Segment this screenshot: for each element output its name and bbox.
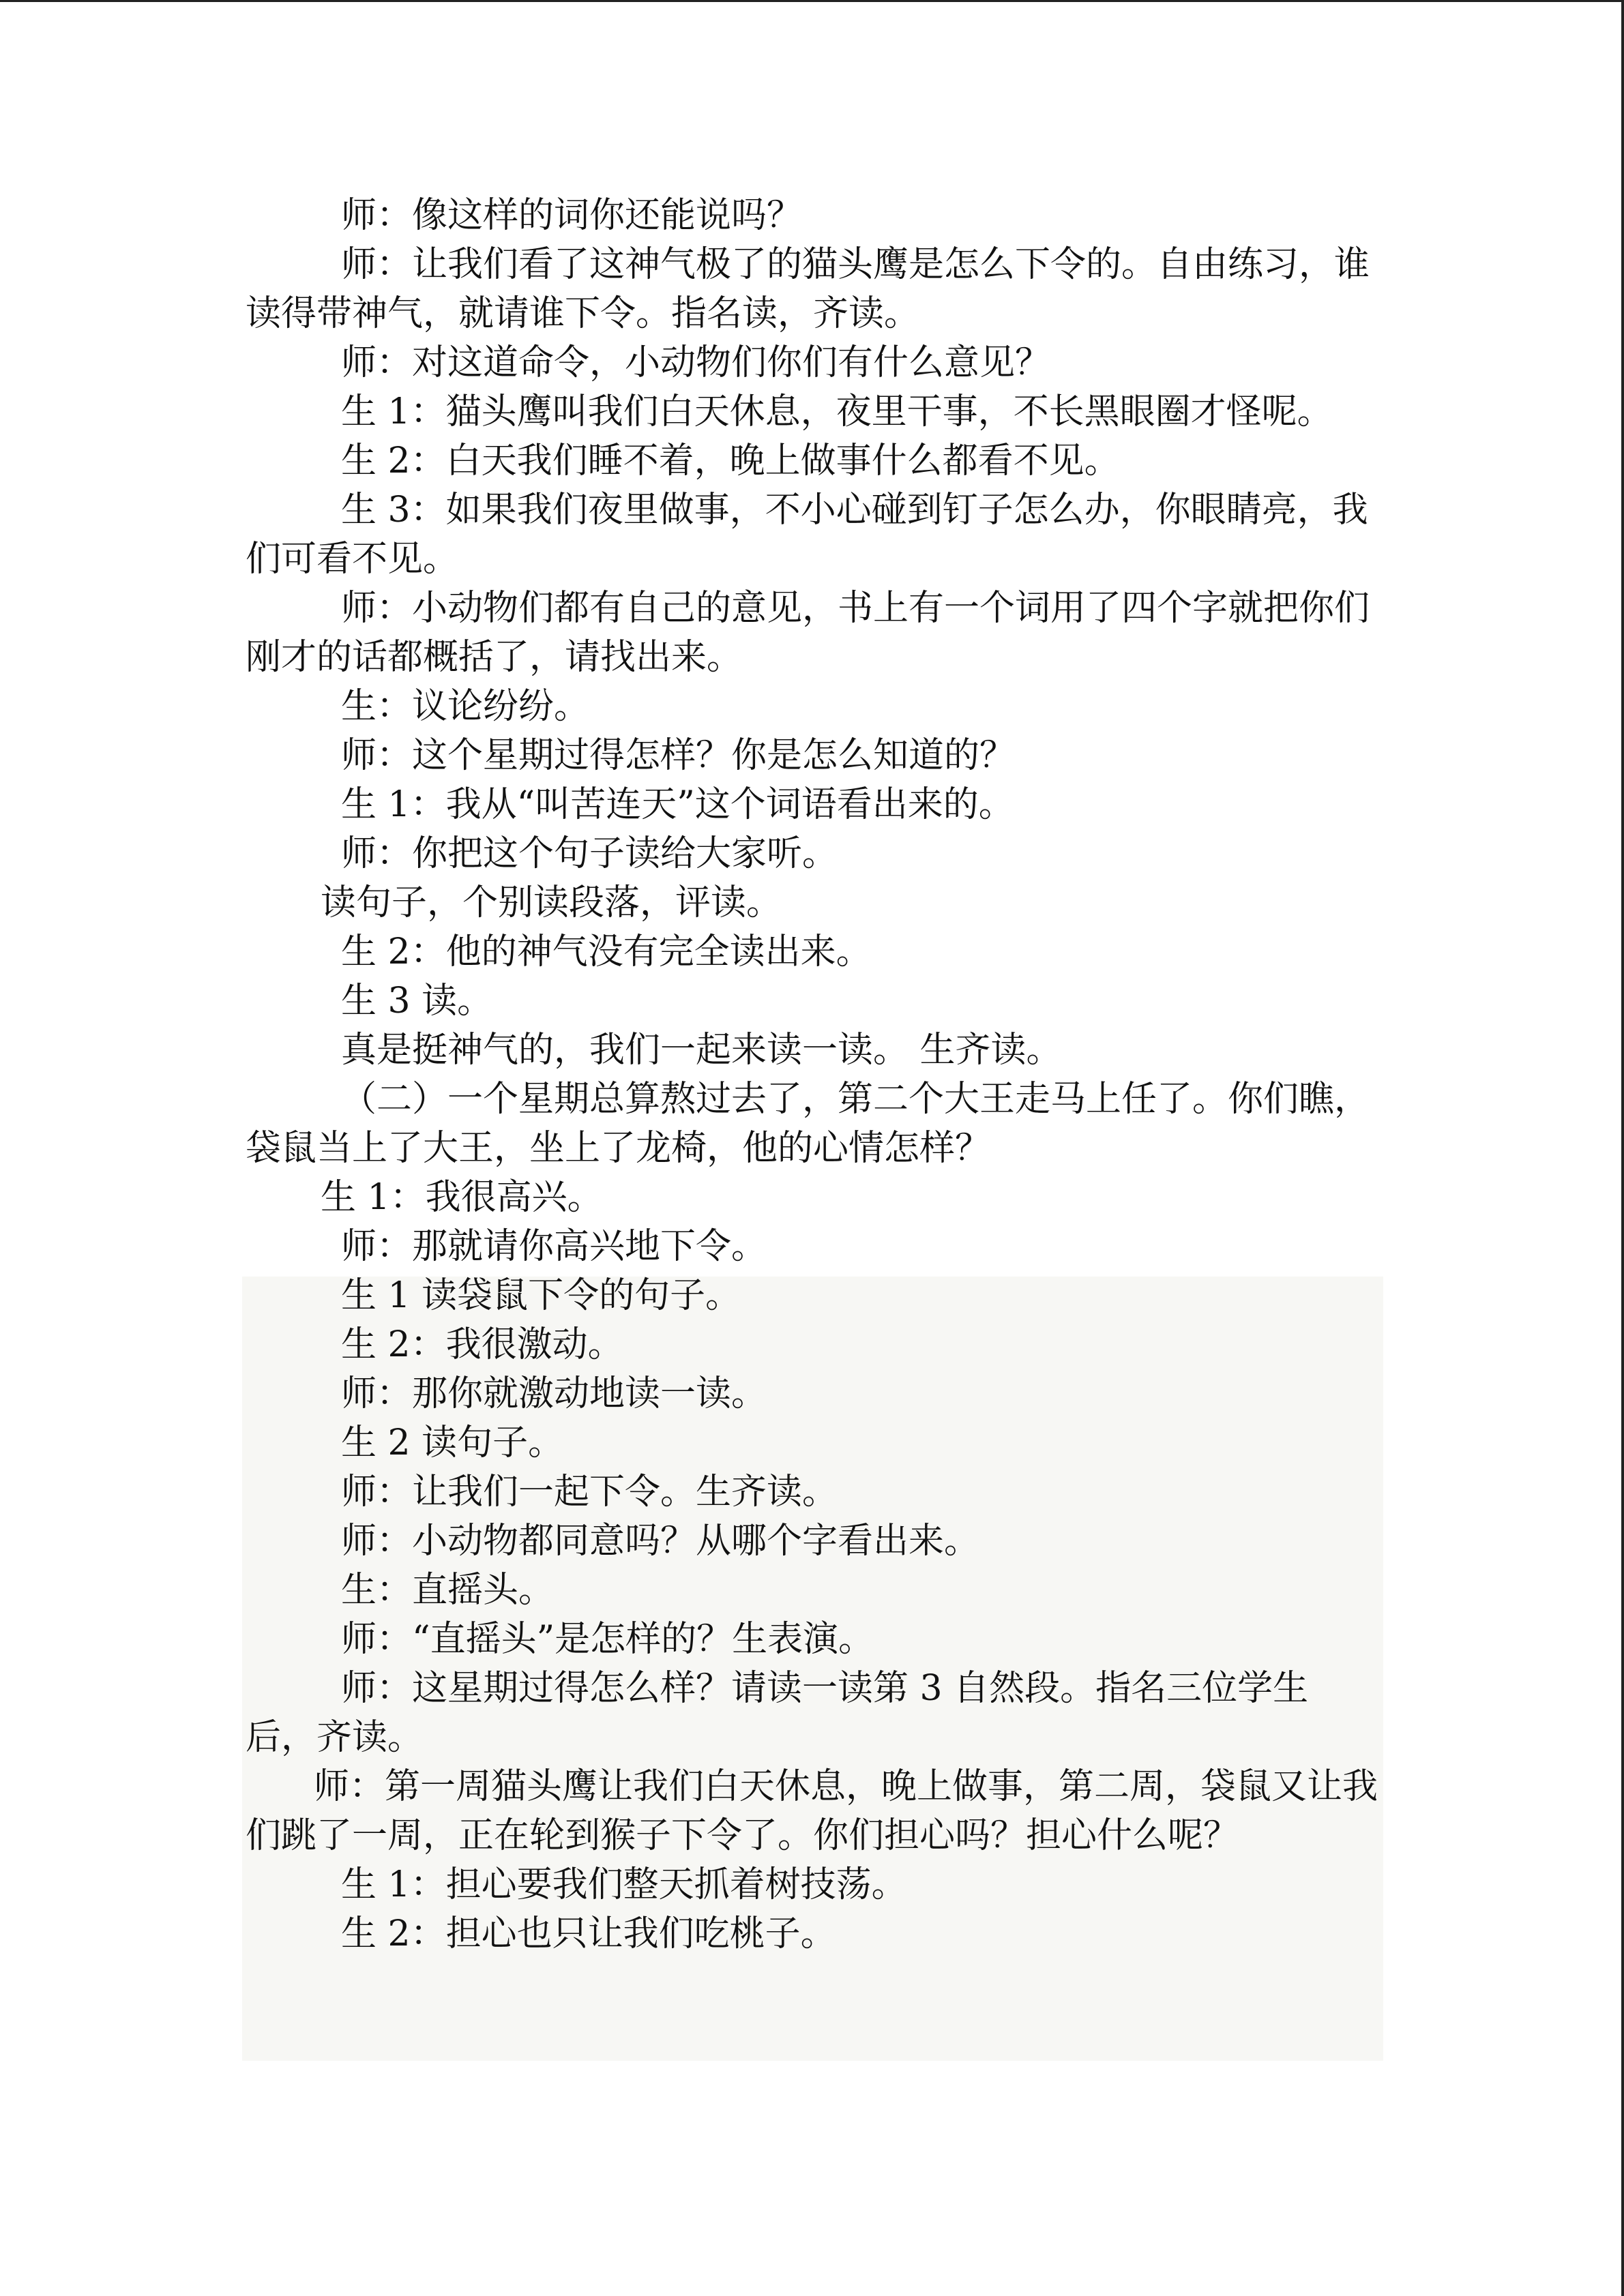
- paragraph: 生 2：担心也只让我们吃桃子。: [341, 1913, 836, 1954]
- page-border-right: [1621, 0, 1624, 2296]
- paragraph: 生 2 读句子。: [341, 1422, 564, 1463]
- paragraph: 师：让我们一起下令。生齐读。: [341, 1472, 838, 1512]
- paragraph: 生 2：他的神气没有完全读出来。: [341, 931, 872, 972]
- body-text: [246, 191, 1378, 1958]
- paragraph: 生 2：我很激动。: [341, 1324, 623, 1365]
- paragraph: 生 1：担心要我们整天抓着树技荡。: [341, 1864, 907, 1905]
- paragraph: 师：“直摇头”是怎样的？生表演。: [341, 1619, 874, 1660]
- paragraph: 师：小动物都同意吗？从哪个字看出来。: [341, 1521, 980, 1562]
- paragraph: 师：你把这个句子读给大家听。: [341, 833, 838, 874]
- paragraph: （二）一个星期总算熬过去了，第二个大王走马上任了。你们瞧，袋鼠当上了大王，坐上了龙椅，他的心情怎样？: [246, 1079, 1370, 1169]
- paragraph: 师：这星期过得怎么样？请读一读第 3 自然段。指名三位学生后，齐读。: [246, 1668, 1309, 1758]
- paragraph: 读句子，个别读段落，评读。: [321, 882, 782, 923]
- paragraph: 师：对这道命令，小动物们你们有什么意见？: [341, 342, 1051, 383]
- paragraph: 师：让我们看了这神气极了的猫头鹰是怎么下令的。自由练习，谁读得带神气，就请谁下令。指名读，齐读。: [246, 244, 1370, 334]
- paragraph: 师：那就请你高兴地下令。: [341, 1226, 767, 1267]
- paragraph: 生 1：我很高兴。: [321, 1177, 603, 1218]
- page-border-top: [0, 0, 1624, 2]
- paragraph: 真是挺神气的，我们一起来读一读。 生齐读。: [341, 1030, 1062, 1071]
- paragraph: 师：像这样的词你还能说吗？: [341, 195, 803, 236]
- paragraph: 师：小动物们都有自己的意见，书上有一个词用了四个字就把你们刚才的话都概括了，请找出来。: [246, 588, 1370, 678]
- paragraph: 生 1：猫头鹰叫我们白天休息，夜里干事，不长黑眼圈才怪呢。: [341, 391, 1333, 432]
- paragraph: 生 1：我从“叫苦连天”这个词语看出来的。: [341, 784, 1014, 825]
- paragraph: 生 2：白天我们睡不着，晚上做事什么都看不见。: [341, 441, 1120, 481]
- paragraph: 师：第一周猫头鹰让我们白天休息，晚上做事，第二周，袋鼠又让我们跳了一周，正在轮到猴子下令了。你们担心吗？担心什么呢？: [246, 1766, 1378, 1856]
- paragraph: 生 3：如果我们夜里做事，不小心碰到钉子怎么办，你眼睛亮，我们可看不见。: [246, 490, 1368, 580]
- paragraph: 师：那你就激动地读一读。: [341, 1373, 767, 1414]
- paragraph: 生 3 读。: [341, 981, 493, 1022]
- paragraph: 师：这个星期过得怎样？你是怎么知道的？: [341, 735, 1016, 776]
- paragraph: 生：直摇头。: [341, 1570, 555, 1611]
- paragraph: 生：议论纷纷。: [341, 686, 590, 727]
- paragraph: 生 1 读袋鼠下令的句子。: [341, 1275, 741, 1316]
